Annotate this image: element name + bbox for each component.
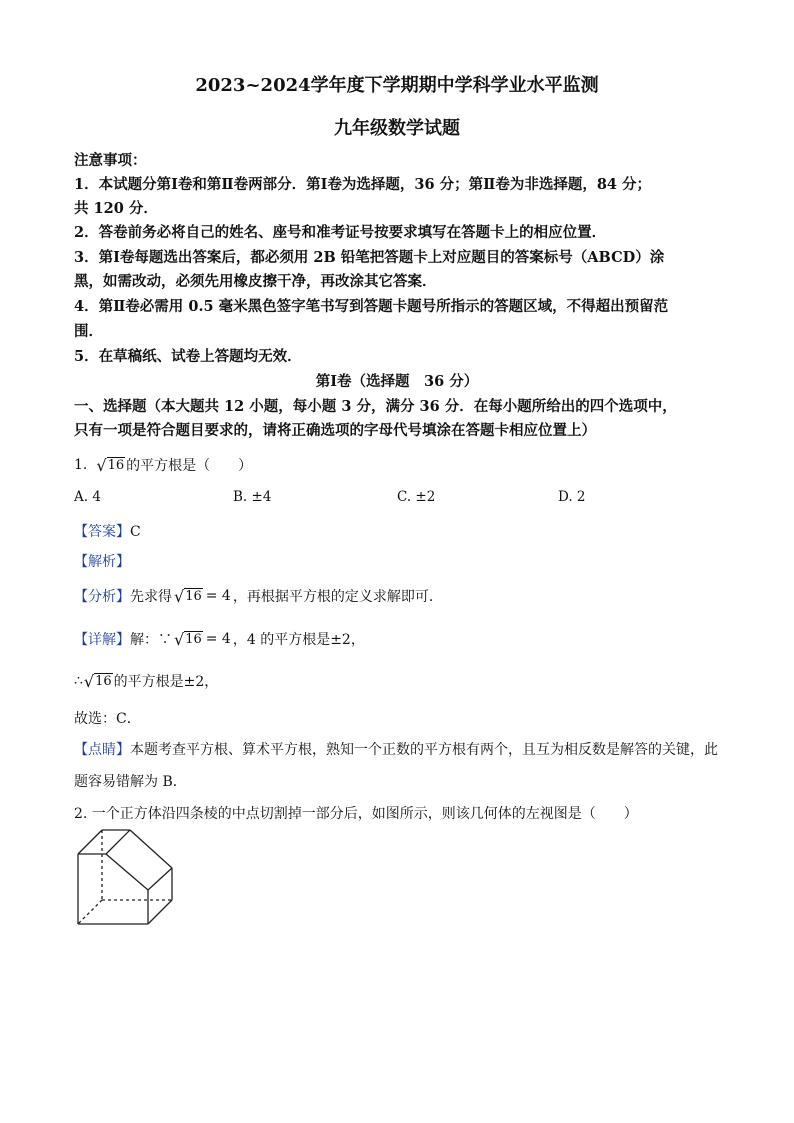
part-instruction-line-1: 一、选择题（本大题共 12 小题，每小题 3 分，满分 36 分．在每小题所给出的四个选项中，	[74, 398, 677, 415]
cube-edge	[148, 900, 172, 924]
choose-line: 故选：C．	[74, 711, 141, 727]
question-1-suffix: 的平方根是（ ）	[126, 458, 253, 474]
exam-subtitle: 九年级数学试题	[334, 118, 460, 139]
detail-tag: 【详解】	[74, 632, 130, 648]
fenxi-equation: = 4	[205, 588, 231, 604]
question-1-number: 1.	[74, 457, 88, 473]
therefore-post: 的平方根是±2，	[113, 674, 219, 690]
option-a[interactable]: A. 4	[74, 489, 101, 505]
part-instruction-line-2: 只有一项是符合题目要求的，请将正确选项的字母代号填涂在答题卡相应位置上）	[74, 422, 596, 439]
cube-figure	[70, 826, 182, 930]
fenxi-pre: 先求得	[130, 589, 172, 605]
note-4-line-1: 4．第Ⅱ卷必需用 0.5 毫米黑色签字笔书写到答题卡题号所指示的答题区域，不得超出预留范	[74, 298, 669, 315]
answer-value: C	[130, 524, 141, 540]
answer-line	[74, 521, 141, 541]
sqrt-16: √ 16	[174, 629, 202, 649]
note-1-line-1: 1．本试题分第Ⅰ卷和第Ⅱ卷两部分．第Ⅰ卷为选择题，36 分；第Ⅱ卷为非选择题，84 分；	[74, 176, 652, 193]
fenxi-tag: 【分析】	[74, 589, 130, 605]
analysis-tag: 【解析】	[74, 554, 130, 570]
volume-title: 第Ⅰ卷（选择题 36 分）	[315, 373, 479, 390]
fenxi-line	[74, 586, 443, 606]
exam-title: 2023~2024学年度下学期期中学科学业水平监测	[195, 75, 599, 96]
question-1-stem	[74, 455, 252, 475]
detail-equation: = 4	[205, 631, 231, 647]
cut-edge	[148, 868, 172, 890]
note-1-line-2: 共 120 分．	[74, 200, 158, 217]
therefore-symbol: ∴	[74, 673, 83, 689]
sqrt-16: √ 16	[83, 671, 112, 691]
question-2-stem: 2. 一个正方体沿四条棱的中点切割掉一部分后，如图所示，则该几何体的左视图是（ ）	[74, 806, 638, 822]
option-c[interactable]: C. ±2	[397, 489, 436, 505]
cube-edge	[78, 830, 102, 854]
note-4-line-2: 围．	[74, 323, 103, 340]
detail-line	[74, 629, 365, 649]
option-b[interactable]: B. ±4	[233, 489, 272, 505]
comment-text-1: 本题考查平方根、算术平方根，熟知一个正数的平方根有两个，且互为相反数是解答的关键，此	[130, 742, 718, 758]
note-2: 2．答卷前务必将自己的姓名、座号和准考证号按要求填写在答题卡上的相应位置．	[74, 224, 607, 241]
comment-line-2: 题容易错解为 B．	[74, 774, 187, 790]
radicand: 16	[107, 457, 125, 473]
cut-edge	[130, 830, 172, 868]
note-3-line-2: 黑，如需改动，必须先用橡皮擦干净，再改涂其它答案．	[74, 273, 437, 290]
note-3-line-1: 3．第Ⅰ卷每题选出答案后，都必须用 2B 铅笔把答题卡上对应题目的答案标号（ABCD）涂	[74, 249, 665, 266]
detail-pre: 解：∵	[130, 632, 172, 648]
hidden-edge	[78, 900, 102, 924]
note-5: 5．在草稿纸、试卷上答题均无效．	[74, 348, 302, 365]
detail-post: ，4 的平方根是±2，	[232, 632, 365, 648]
option-d[interactable]: D. 2	[558, 489, 586, 505]
comment-line-1	[74, 739, 718, 759]
cut-edge	[106, 830, 130, 854]
comment-tag: 【点睛】	[74, 742, 130, 758]
fenxi-post: ，再根据平方根的定义求解即可．	[232, 589, 443, 605]
cut-edge	[106, 854, 148, 890]
therefore-line	[74, 671, 218, 691]
sqrt-16: √ 16	[174, 586, 202, 606]
sqrt-16: √ 16	[96, 455, 125, 475]
answer-tag: 【答案】	[74, 524, 130, 540]
notes-heading: 注意事项：	[74, 152, 147, 169]
